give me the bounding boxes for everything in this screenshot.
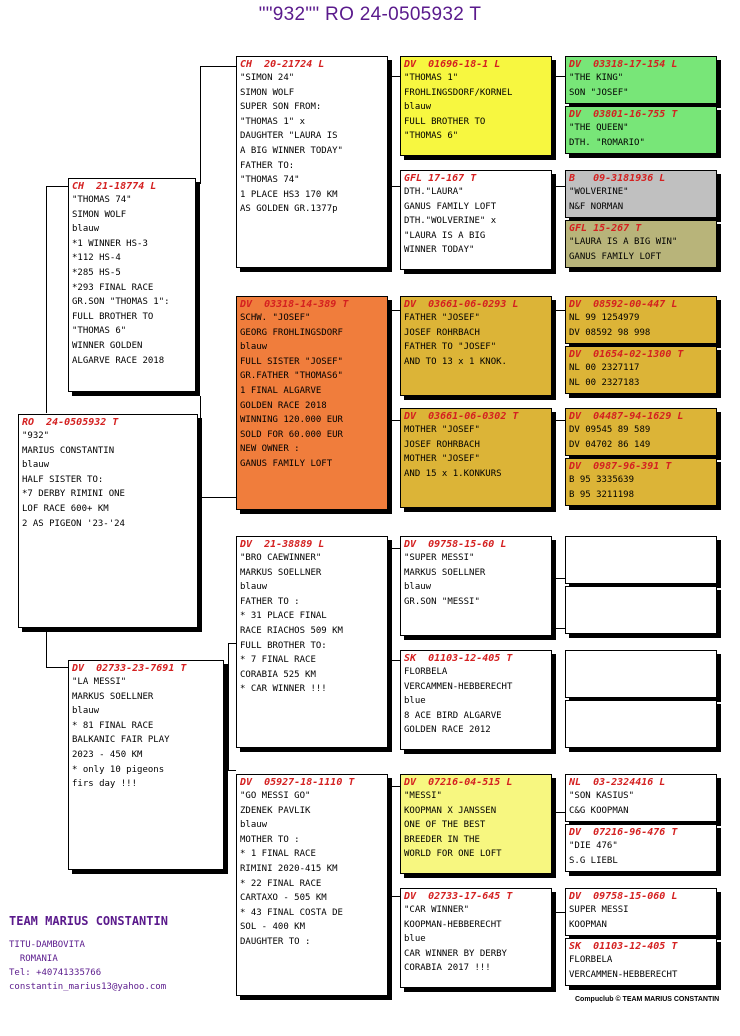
pigeon-info-line: SIMON WOLF <box>72 209 127 220</box>
connector-line <box>200 497 236 498</box>
ring-number: DV 07216-04-515 L <box>404 777 513 788</box>
pigeon-info-line: AS GOLDEN GR.1377p <box>240 204 338 215</box>
pigeon-card-dd <box>236 774 388 996</box>
connector-line <box>392 660 400 661</box>
pigeon-info-line: "THE QUEEN" <box>569 123 629 133</box>
pigeon-info-line: "THOMAS 74" <box>240 175 300 186</box>
pigeon-card-self <box>18 414 198 628</box>
pigeon-card-dss <box>400 536 552 636</box>
pigeon-info-line: C&G KOOPMAN <box>569 805 629 816</box>
pigeon-info-line: SOLD FOR 60.000 EUR <box>240 429 343 440</box>
pigeon-info-line: "LA MESSI" <box>72 677 127 687</box>
pigeon-card-ds <box>236 536 388 748</box>
pigeon-info-line: CORABIA 2017 !!! <box>404 963 491 974</box>
pigeon-info-line: "BRO CAEWINNER" <box>240 553 322 563</box>
connector-line <box>46 186 47 413</box>
pigeon-info-line: MOTHER TO : <box>240 834 300 845</box>
pigeon-info-line: *293 FINAL RACE <box>72 282 154 293</box>
pigeon-card-dsd <box>400 650 552 750</box>
pigeon-info-line: "MESSI" <box>404 791 442 801</box>
pigeon-card-g6 <box>565 346 717 394</box>
pigeon-info-line: HALF SISTER TO: <box>22 474 104 485</box>
pigeon-info-line: KOOPMAN <box>569 919 607 930</box>
pigeon-info-line: NL 99 1254979 <box>569 313 640 323</box>
pigeon-info-line: ZDENEK PAVLIK <box>240 805 311 816</box>
pigeon-info-line: GR.SON "THOMAS 1": <box>72 297 170 308</box>
pigeon-info-line: KOOPMAN-HEBBERECHT <box>404 919 502 930</box>
pigeon-info-line: DV 09545 89 589 <box>569 425 651 435</box>
pigeon-info-line: MARIUS CONSTANTIN <box>22 445 115 456</box>
pigeon-info-line: DAUGHTER TO : <box>240 936 311 947</box>
pigeon-info-line: *7 DERBY RIMINI ONE <box>22 489 125 500</box>
connector-line <box>556 628 565 629</box>
pigeon-info-line: RACE RIACHOS 509 KM <box>240 625 343 636</box>
pigeon-info-line: "THOMAS 1" <box>404 73 459 83</box>
pigeon-info-line: WINNER GOLDEN <box>72 340 143 351</box>
ring-number: DV 03801-16-755 T <box>569 109 678 120</box>
pigeon-info-line: MARKUS SOELLNER <box>240 567 322 578</box>
pigeon-info-line: "GO MESSI GO" <box>240 791 311 801</box>
page-title: ""932"" RO 24-0505932 T <box>258 4 482 25</box>
pigeon-info-line: 8 ACE BIRD ALGARVE <box>404 710 502 721</box>
pigeon-info-line: SCHW. "JOSEF" <box>240 313 311 323</box>
pigeon-info-line: AND TO 13 x 1 KNOK. <box>404 356 507 367</box>
ring-number: GFL 15-267 T <box>569 223 642 234</box>
pigeon-card-g9 <box>565 536 717 584</box>
pigeon-info-line: "SIMON 24" <box>240 73 295 83</box>
pigeon-info-line: SOL - 400 KM <box>240 922 306 933</box>
pigeon-info-line: *112 HS-4 <box>72 253 121 264</box>
pigeon-card-g12 <box>565 700 717 748</box>
ring-number: DV 21-38889 L <box>240 539 325 550</box>
pigeon-info-line: MOTHER "JOSEF" <box>404 454 480 465</box>
pigeon-card-sdd <box>400 408 552 508</box>
connector-line <box>200 66 236 67</box>
ring-number: DV 08592-00-447 L <box>569 299 678 310</box>
pigeon-info-line: * only 10 pigeons <box>72 764 165 775</box>
pigeon-info-line: DV 08592 98 998 <box>569 327 651 338</box>
ring-number: GFL 17-167 T <box>404 173 477 184</box>
ring-number: DV 04487-94-1629 L <box>569 411 684 422</box>
pigeon-info-line: blue <box>404 696 426 707</box>
pigeon-card-g10 <box>565 586 717 634</box>
connector-line <box>556 76 565 77</box>
connector-line <box>200 66 201 184</box>
pigeon-info-line: blauw <box>404 102 432 113</box>
pigeon-info-line: WORLD FOR ONE LOFT <box>404 849 502 860</box>
pigeon-info-line: * CAR WINNER !!! <box>240 684 327 695</box>
connector-line <box>556 578 565 579</box>
ring-number: DV 01696-18-1 L <box>404 59 501 70</box>
pigeon-info-line: * 81 FINAL RACE <box>72 720 154 731</box>
pigeon-info-line: NEW OWNER : <box>240 444 300 455</box>
ring-number: DV 03318-17-154 L <box>569 59 678 70</box>
pigeon-info-line: NL 00 2327183 <box>569 377 640 388</box>
pigeon-info-line: VERCAMMEN-HEBBERECHT <box>404 681 513 692</box>
pigeon-info-line: DTH."WOLVERINE" x <box>404 216 497 227</box>
ring-number: DV 05927-18-1110 T <box>240 777 355 788</box>
ring-number: SK 01103-12-405 T <box>569 941 678 952</box>
pigeon-info-line: DAUGHTER "LAURA IS <box>240 131 338 142</box>
pigeon-info-line: LOF RACE 600+ KM <box>22 503 109 514</box>
pigeon-info-line: * 22 FINAL RACE <box>240 878 322 889</box>
pigeon-info-line: 2 AS PIGEON '23-'24 <box>22 518 125 529</box>
pigeon-info-line: 1 PLACE HS3 170 KM <box>240 189 338 200</box>
ring-number: DV 02733-23-7691 T <box>72 663 187 674</box>
footer-copyright: Compuclub © TEAM MARIUS CONSTANTIN <box>575 996 720 1003</box>
pigeon-info-line: "LAURA IS A BIG WIN" <box>569 237 678 247</box>
pigeon-info-line: SON "JOSEF" <box>569 87 629 98</box>
pigeon-card-dam <box>68 660 224 870</box>
pigeon-info-line: SUPER MESSI <box>569 905 629 915</box>
pigeon-info-line: blauw <box>72 224 100 235</box>
pigeon-info-line: MARKUS SOELLNER <box>404 567 486 578</box>
pigeon-info-line: JOSEF ROHRBACH <box>404 327 480 338</box>
ring-number: CH 21-18774 L <box>72 181 157 192</box>
pigeon-card-ddd <box>400 888 552 988</box>
ring-number: SK 01103-12-405 T <box>404 653 513 664</box>
connector-line <box>392 896 400 897</box>
pigeon-info-line: VERCAMMEN-HEBBERECHT <box>569 969 678 980</box>
pigeon-card-ss <box>236 56 388 268</box>
connector-line <box>392 420 400 421</box>
pigeon-info-line: ALGARVE RACE 2018 <box>72 355 165 366</box>
pigeon-info-line: "932" <box>22 431 50 441</box>
pigeon-info-line: B 95 3211198 <box>569 489 635 500</box>
pigeon-info-line: blauw <box>72 706 100 717</box>
pigeon-info-line: 1 FINAL ALGARVE <box>240 385 322 396</box>
connector-line <box>392 786 400 787</box>
pigeon-info-line: GR.SON "MESSI" <box>404 596 480 607</box>
pigeon-card-g13 <box>565 774 717 822</box>
pigeon-info-line: WINNER TODAY" <box>404 245 475 256</box>
pigeon-info-line: SIMON WOLF <box>240 87 295 98</box>
ring-number: DV 09758-15-60 L <box>404 539 507 550</box>
pigeon-info-line: blauw <box>240 820 268 831</box>
pigeon-info-line: MARKUS SOELLNER <box>72 691 154 702</box>
pigeon-info-line: "THOMAS 6" <box>404 131 459 142</box>
pigeon-info-line: RIMINI 2020-415 KM <box>240 863 338 874</box>
pigeon-info-line: "THE KING" <box>569 73 624 83</box>
pigeon-info-line: AND 15 x 1.KONKURS <box>404 468 502 479</box>
pigeon-info-line: GANUS FAMILY LOFT <box>240 458 333 469</box>
pigeon-card-g8 <box>565 458 717 506</box>
pigeon-info-line: DTH. "ROMARIO" <box>569 137 645 148</box>
pigeon-info-line: blauw <box>240 582 268 593</box>
pigeon-info-line: GOLDEN RACE 2012 <box>404 725 491 736</box>
pigeon-info-line: 2023 - 450 KM <box>72 749 143 760</box>
pigeon-info-line: FATHER TO : <box>240 596 300 607</box>
pigeon-card-g3 <box>565 170 717 218</box>
pigeon-card-g7 <box>565 408 717 456</box>
pigeon-info-line: * 1 FINAL RACE <box>240 849 316 860</box>
ring-number: B 09-3181936 L <box>569 173 666 184</box>
pigeon-info-line: "DIE 476" <box>569 841 618 851</box>
connector-line <box>46 667 68 668</box>
pigeon-info-line: *285 HS-5 <box>72 267 121 278</box>
pigeon-card-g15 <box>565 888 717 936</box>
pigeon-info-line: "THOMAS 6" <box>72 326 127 337</box>
pigeon-info-line: *1 WINNER HS-3 <box>72 238 148 249</box>
footer-team-name: TEAM MARIUS CONSTANTIN <box>9 914 168 928</box>
pigeon-info-line: DTH."LAURA" <box>404 187 464 197</box>
pigeon-card-g5 <box>565 296 717 344</box>
connector-line <box>46 186 68 187</box>
ring-number: DV 0987-96-391 T <box>569 461 672 472</box>
pigeon-info-line: "SON KASIUS" <box>569 791 635 801</box>
connector-line <box>556 186 565 187</box>
connector-line <box>556 420 565 421</box>
pigeon-info-line: WINNING 120.000 EUR <box>240 415 343 426</box>
ring-number: DV 02733-17-645 T <box>404 891 513 902</box>
connector-line <box>392 186 400 187</box>
pigeon-card-sds <box>400 296 552 396</box>
pigeon-info-line: BREEDER IN THE <box>404 834 480 845</box>
pigeon-info-line: * 43 FINAL COSTA DE <box>240 907 343 918</box>
pigeon-info-line: B 95 3335639 <box>569 475 635 485</box>
pigeon-info-line: FLORBELA <box>404 667 448 677</box>
pigeon-info-line: GANUS FAMILY LOFT <box>569 251 662 262</box>
pigeon-info-line: ONE OF THE BEST <box>404 820 486 831</box>
pigeon-info-line: NL 00 2327117 <box>569 363 640 373</box>
pigeon-info-line: CARTAXO - 505 KM <box>240 893 327 904</box>
pigeon-info-line: "LAURA IS A BIG <box>404 230 486 241</box>
pigeon-info-line: S.G LIEBL <box>569 855 618 866</box>
footer-phone: Tel: +40741335766 <box>9 968 102 978</box>
connector-line <box>228 643 229 770</box>
connector-line <box>46 628 47 668</box>
pigeon-info-line: CORABIA 525 KM <box>240 669 316 680</box>
connector-line <box>556 912 565 913</box>
pigeon-card-sd <box>236 296 388 510</box>
pigeon-card-g11 <box>565 650 717 698</box>
connector-line <box>556 310 565 311</box>
pigeon-info-line: "CAR WINNER" <box>404 905 470 915</box>
pigeon-info-line: blue <box>404 934 426 945</box>
pigeon-info-line: BALKANIC FAIR PLAY <box>72 735 170 746</box>
pigeon-info-line: FULL BROTHER TO: <box>240 640 327 651</box>
ring-number: DV 07216-96-476 T <box>569 827 678 838</box>
pigeon-info-line: * 7 FINAL RACE <box>240 655 316 666</box>
connector-line <box>200 396 201 498</box>
ring-number: DV 03318-14-389 T <box>240 299 349 310</box>
pigeon-info-line: GOLDEN RACE 2018 <box>240 400 327 411</box>
pigeon-info-line: GR.FATHER "THOMAS6" <box>240 371 343 382</box>
pigeon-info-line: "SUPER MESSI" <box>404 553 475 563</box>
pigeon-info-line: "THOMAS 1" x <box>240 116 306 127</box>
connector-line <box>392 548 400 549</box>
pigeon-info-line: blauw <box>22 460 50 471</box>
footer-city: TITU-DAMBOVITA <box>9 940 85 950</box>
pigeon-info-line: firs day !!! <box>72 779 138 790</box>
pigeon-info-line: SUPER SON FROM: <box>240 102 322 113</box>
ring-number: DV 03661-06-0293 L <box>404 299 519 310</box>
pigeon-info-line: FATHER TO "JOSEF" <box>404 342 497 353</box>
connector-line <box>228 643 236 644</box>
ring-number: NL 03-2324416 L <box>569 777 666 788</box>
pigeon-card-dds <box>400 774 552 874</box>
pigeon-card-sss <box>400 56 552 156</box>
pigeon-info-line: FATHER TO: <box>240 160 295 171</box>
pigeon-card-g1 <box>565 56 717 104</box>
pigeon-info-line: FLORBELA <box>569 955 613 965</box>
footer-country: ROMANIA <box>9 954 58 964</box>
pigeon-info-line: DV 04702 86 149 <box>569 439 651 450</box>
pigeon-card-g2 <box>565 106 717 154</box>
ring-number: RO 24-0505932 T <box>22 417 119 428</box>
connector-line <box>392 76 400 77</box>
connector-line <box>392 310 400 311</box>
connector-line <box>556 812 565 813</box>
pigeon-info-line: JOSEF ROHRBACH <box>404 439 480 450</box>
pigeon-info-line: KOOPMAN X JANSSEN <box>404 805 497 816</box>
ring-number: DV 01654-02-1300 T <box>569 349 684 360</box>
pigeon-info-line: FULL SISTER "JOSEF" <box>240 356 343 367</box>
ring-number: CH 20-21724 L <box>240 59 325 70</box>
pigeon-card-g4 <box>565 220 717 268</box>
pigeon-card-ssd <box>400 170 552 270</box>
pigeon-info-line: "THOMAS 74" <box>72 195 132 205</box>
pigeon-info-line: FROHLINGSDORF/KORNEL <box>404 87 513 98</box>
pigeon-info-line: MOTHER "JOSEF" <box>404 425 480 435</box>
pigeon-info-line: A BIG WINNER TODAY" <box>240 145 343 156</box>
pigeon-info-line: GEORG FROHLINGSDORF <box>240 327 343 338</box>
ring-number: DV 03661-06-0302 T <box>404 411 519 422</box>
pigeon-info-line: FATHER "JOSEF" <box>404 313 480 323</box>
pigeon-info-line: GANUS FAMILY LOFT <box>404 201 497 212</box>
pigeon-info-line: FULL BROTHER TO <box>404 116 486 127</box>
connector-line <box>228 770 236 771</box>
pigeon-info-line: N&F NORMAN <box>569 201 624 212</box>
ring-number: DV 09758-15-060 L <box>569 891 678 902</box>
pigeon-info-line: CAR WINNER BY DERBY <box>404 948 507 959</box>
pigeon-info-line: FULL BROTHER TO <box>72 311 154 322</box>
pigeon-card-sire <box>68 178 196 392</box>
pigeon-info-line: blauw <box>404 582 432 593</box>
pigeon-info-line: "WOLVERINE" <box>569 187 629 197</box>
pigeon-card-g14 <box>565 824 717 872</box>
footer-email: constantin_marius13@yahoo.com <box>9 982 167 992</box>
pigeon-info-line: * 31 PLACE FINAL <box>240 611 327 622</box>
pigeon-card-g16 <box>565 938 717 986</box>
pigeon-info-line: blauw <box>240 342 268 353</box>
